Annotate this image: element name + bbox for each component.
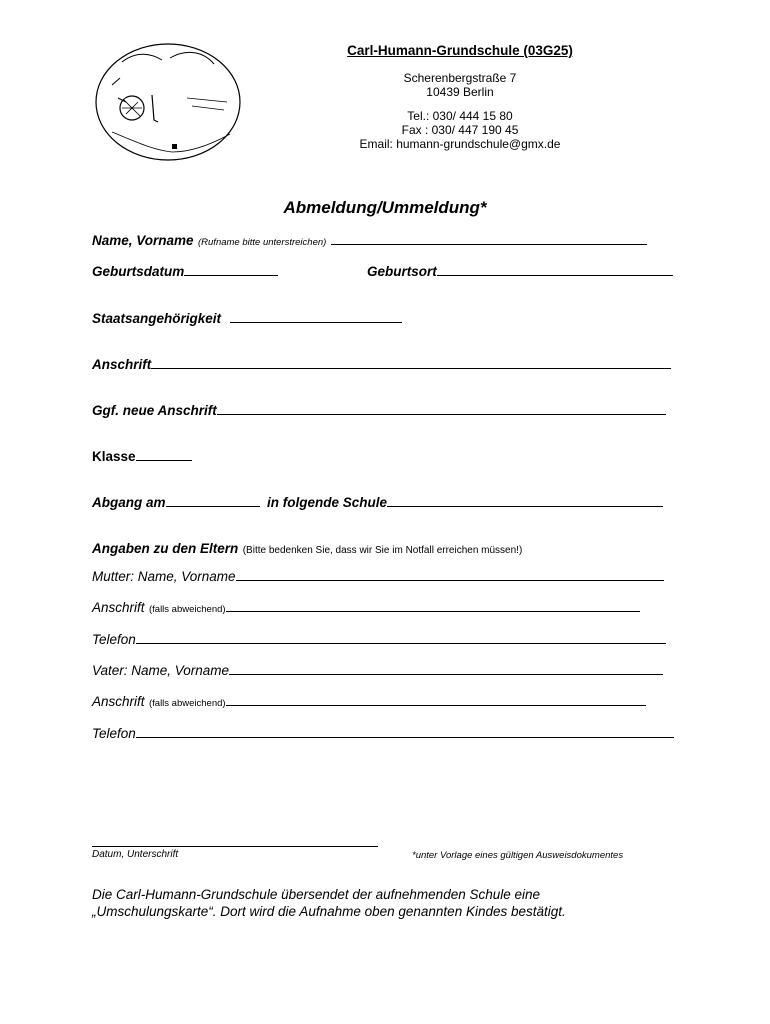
next-school-field[interactable] [387, 494, 663, 507]
birthdate-field[interactable] [184, 263, 278, 276]
name-row [92, 232, 647, 250]
leaving-row [92, 494, 663, 512]
birthplace-row [367, 263, 673, 281]
school-fax: Fax : 030/ 447 190 45 [401, 123, 519, 137]
father-address-row [92, 693, 646, 711]
footer-line-2: „Umschulungskarte“. Dort wird die Aufnahme oben genannten Kindes bestätigt. [92, 904, 566, 919]
school-email: Email: humann-grundschule@gmx.de [359, 137, 561, 151]
nationality-label: Staatsangehörigkeit [92, 311, 222, 326]
parents-heading-note: (Bitte bedenken Sie, dass wir Sie im Notfall erreichen müssen!) [242, 545, 523, 556]
new-address-field[interactable] [217, 402, 666, 415]
address-field[interactable] [151, 356, 671, 369]
new-address-label: Ggf. neue Anschrift [92, 403, 217, 418]
father-phone-field[interactable] [136, 725, 674, 738]
school-logo [92, 40, 244, 164]
address-label: Anschrift [92, 357, 152, 372]
school-city: 10439 Berlin [426, 85, 494, 99]
class-row [92, 448, 192, 466]
leaving-date-field[interactable] [166, 494, 260, 507]
name-label: Name, Vorname [92, 233, 194, 248]
class-label: Klasse [92, 449, 136, 464]
mother-name-field[interactable] [236, 568, 664, 581]
mother-name-label: Mutter: Name, Vorname [92, 569, 236, 584]
father-phone-label: Telefon [92, 726, 136, 741]
birthdate-label: Geburtsdatum [92, 264, 185, 279]
new-address-row [92, 402, 666, 420]
father-name-row [92, 662, 663, 680]
class-field[interactable] [136, 448, 192, 461]
signature-line[interactable] [92, 846, 378, 847]
parents-heading: Angaben zu den Eltern [92, 541, 239, 556]
mother-address-row [92, 599, 640, 617]
nationality-row [92, 310, 402, 328]
name-hint: (Rufname bitte unterstreichen) [198, 237, 327, 248]
father-name-field[interactable] [229, 662, 663, 675]
mother-address-label: Anschrift [92, 600, 145, 615]
father-name-label: Vater: Name, Vorname [92, 663, 230, 678]
birthplace-field[interactable] [437, 263, 673, 276]
parents-heading-row [92, 540, 522, 558]
name-field[interactable] [331, 232, 647, 245]
next-school-label: in folgende Schule [266, 495, 387, 510]
form-title: Abmeldung/Ummeldung* [283, 198, 487, 217]
signature-label: Datum, Unterschrift [92, 849, 179, 860]
mother-phone-field[interactable] [136, 631, 666, 644]
mother-address-note: (falls abweichend) [148, 604, 226, 615]
mother-address-field[interactable] [226, 599, 640, 612]
father-address-note: (falls abweichend) [148, 698, 226, 709]
leaving-date-label: Abgang am [92, 495, 166, 510]
mother-name-row [92, 568, 664, 586]
birthdate-row [92, 263, 278, 281]
father-address-label: Anschrift [92, 694, 145, 709]
birthplace-label: Geburtsort [367, 264, 437, 279]
footnote: *unter Vorlage eines gültigen Ausweisdokumentes [412, 850, 624, 861]
father-phone-row [92, 725, 674, 743]
school-tel: Tel.: 030/ 444 15 80 [407, 109, 513, 123]
mother-phone-label: Telefon [92, 632, 136, 647]
address-row [92, 356, 671, 374]
nationality-field[interactable] [230, 310, 402, 323]
school-name: Carl-Humann-Grundschule (03G25) [347, 43, 573, 58]
father-address-field[interactable] [226, 693, 646, 706]
school-street: Scherenbergstraße 7 [403, 71, 517, 85]
footer-line-1: Die Carl-Humann-Grundschule übersendet der aufnehmenden Schule eine [92, 887, 541, 902]
mother-phone-row [92, 631, 666, 649]
